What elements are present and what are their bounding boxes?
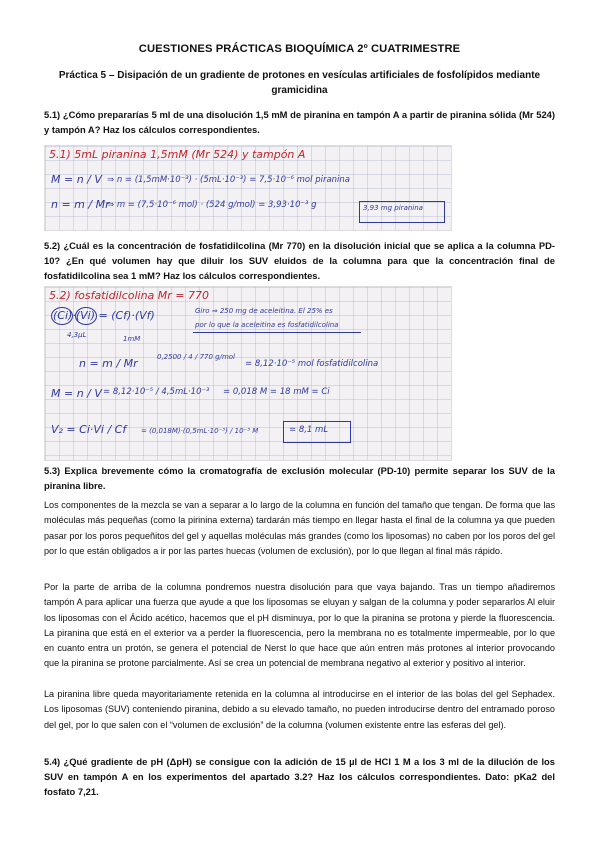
practice-subtitle: Práctica 5 – Disipación de un gradiente de protones en vesículas artificiales de fosfolípidos mediante gramicidina: [58, 70, 541, 96]
handwritten-image-5-1: [44, 145, 452, 231]
hw-5-2-v-b: = (0,018M)·(0,5mL·10⁻³) / 10⁻³ M: [141, 427, 259, 435]
hw-5-2-m-a: M = n / V: [51, 387, 102, 400]
hw-5-2-note-underline: [193, 332, 361, 333]
hw-5-2-m-b: = 8,12·10⁻⁵ / 4,5mL·10⁻³: [103, 387, 210, 397]
question-5-4: 5.4) ¿Qué gradiente de pH (ΔpH) se consigue con la adición de 15 µl de HCl 1 M a los 3 ml de la dilución de los SUV en tampón A en los experimentos del apartado 3.2? Haz los cálculos correspondientes. Dato: pKa2 del fosfato 7,21.: [44, 756, 555, 797]
hw-5-2-answer-box: [283, 421, 351, 443]
hw-5-2-header: 5.2) fosfatidilcolina Mr = 770: [49, 289, 210, 302]
answer-5-3-paragraph-1: Los componentes de la mezcla se van a separar a lo largo de la columna en función del tamaño que tengan. De forma que las moléculas más pequeñas (como la pirinina externa) tardarán más tiempo en llegar hasta el final de la columna ya que pueden pasar por los poros pequeñitos del gel y aquellas moléculas más grandes (como los liposomas) no caben por los poros del gel por lo que están obligados a ir por las partes huecas (volumen de exclusión), por lo que llegan al final más rápido.: [44, 500, 555, 556]
hw-5-1-answer-box: [359, 201, 445, 223]
question-5-1: 5.1) ¿Cómo prepararías 5 ml de una disolución 1,5 mM de piranina en tampón A a partir de piranina sólida (Mr 524) y tampón A? Haz los cálculos correspondientes.: [44, 109, 555, 135]
hw-5-2-n-b: 0,2500 / 4 / 770 g/mol: [157, 353, 235, 361]
answer-5-3-paragraph-2: Por la parte de arriba de la columna pondremos nuestra disolución para que vaya bajando. Tras un tiempo añadiremos tampón A para aplicar una fuerza que ayude a que los liposomas se eluyan y salgan de la columna y poder separarlos Al eluir los liposomas con el Ácido acético, hacemos que el pH disminuya, por lo que la piranina se protona y pierde la fluorescencia. La piranina que está en el exterior va a perder la fluorescencia, pero la membrana no es totalmente impermeable, por lo que en cuanto entra un protón, se genera el potencial de Nerst lo que hace que aún entren más protones al interior provocando que la piranina se protone parcialmente. Así se crea un potencial de membrana negativo al exterior y positivo al interior.: [44, 582, 555, 669]
hw-5-2-n-a: n = m / Mr: [79, 357, 138, 370]
hw-5-2-vi: 4,3μL: [67, 331, 87, 339]
hw-5-2-v-a: V₂ = Ci·Vi / Cf: [51, 423, 127, 436]
hw-5-2-note1: Giro ⇒ 250 mg de aceleitina. El 25% es: [195, 307, 333, 315]
hw-circle-ci: [51, 307, 73, 325]
hw-5-1-line2b: ⇒ m = (7,5·10⁻⁶ mol) · (524 g/mol) = 3,93·10⁻³ g: [107, 200, 317, 210]
hw-5-1-line2a: n = m / Mr: [51, 198, 110, 211]
hw-5-1-answer: 3,93 mg piranina: [363, 204, 423, 212]
hw-5-2-v-c: = 8,1 mL: [289, 425, 329, 435]
answer-5-3-paragraph-3: La piranina libre queda mayoritariamente retenida en la columna al introducirse en el interior de las bolas del gel Sephadex. Los liposomas (SUV) conteniendo piranina, debido a su elevado tamaño, no pueden introducirse dentro del entramado poroso del gel, por lo que salen con el “volumen de exclusión” de la columna (volumen existente entre las esferas del gel).: [44, 689, 555, 730]
hw-5-2-m-c: = 0,018 M = 18 mM = Ci: [223, 387, 330, 397]
hw-5-1-line1a: M = n / V: [51, 173, 102, 186]
hw-5-2-note2: por lo que la aceleitina es fosfatidilcolina: [195, 321, 339, 329]
question-5-3: 5.3) Explica brevemente cómo la cromatografía de exclusión molecular (PD-10) permite separar los SUV de la piranina libre.: [44, 465, 555, 491]
hw-5-1-header: 5.1) 5mL piranina 1,5mM (Mr 524) y tampón A: [49, 148, 306, 161]
handwritten-image-5-2: [44, 286, 452, 461]
hw-5-2-equation: (Ci)·(Vi) = (Cf)·(Vf): [53, 309, 155, 322]
page-title: CUESTIONES PRÁCTICAS BIOQUÍMICA 2º CUATRIMESTRE: [138, 43, 461, 55]
hw-circle-vi: [75, 307, 97, 325]
question-5-2: 5.2) ¿Cuál es la concentración de fosfatidilcolina (Mr 770) en la disolución inicial que se aplica a la columna PD-10? ¿En qué volumen hay que diluir los SUV eluidos de la columna para que la concentración final de fosfatidilcolina sea 1 mM? Haz los cálculos correspondientes.: [44, 240, 555, 281]
hw-5-1-line1b: ⇒ n = (1,5mM·10⁻³) · (5mL·10⁻³) = 7,5·10⁻⁶ mol piranina: [107, 175, 350, 185]
hw-5-2-n-c: = 8,12·10⁻⁵ mol fosfatidilcolina: [245, 359, 379, 369]
hw-5-2-cf: 1mM: [123, 335, 141, 343]
